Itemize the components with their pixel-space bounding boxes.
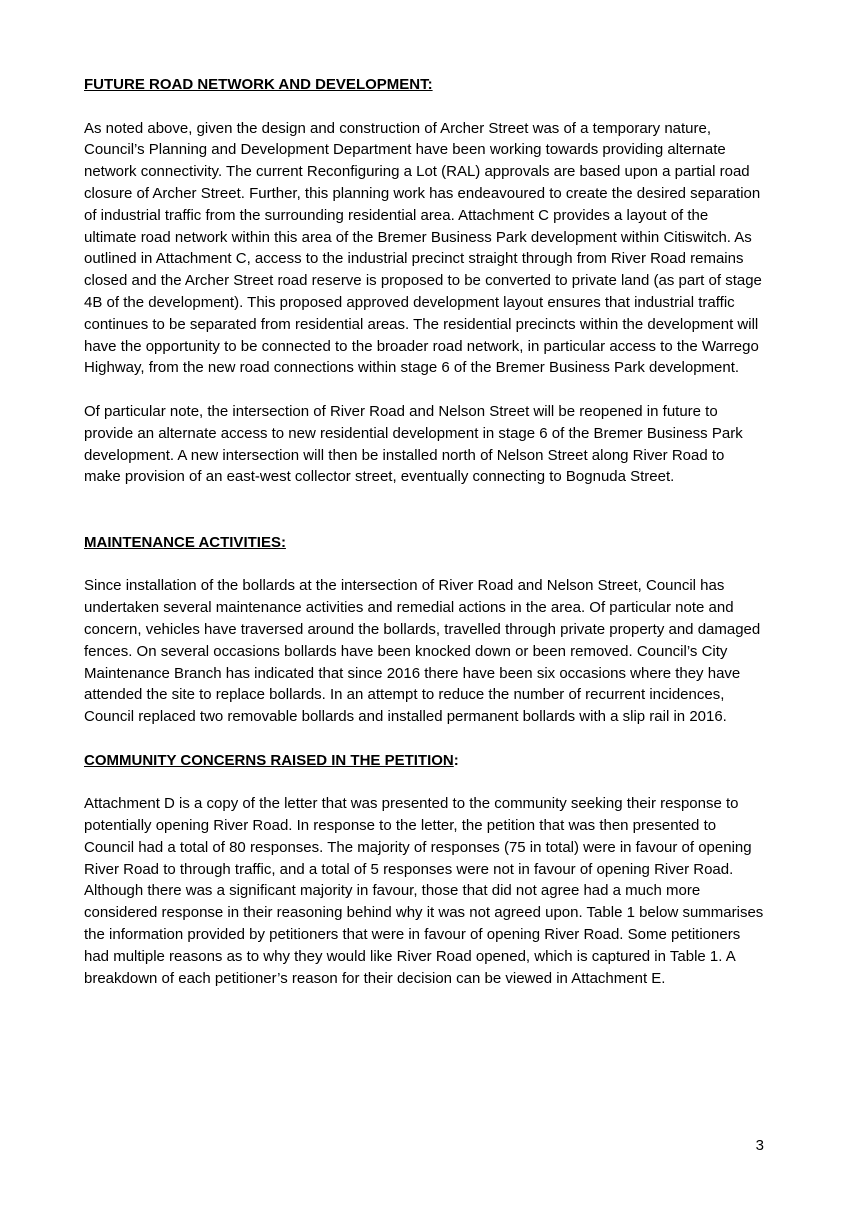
paragraph-future-road-network-2: Of particular note, the intersection of River Road and Nelson Street will be reopened in future to provide an alternate access to new residential development in stage 6 of the Bremer Business Park development. A new intersection will then be installed north of Nelson Street along River Road to make provision of an east-west collector street, eventually connecting to Bognuda Street. bbox=[84, 402, 743, 486]
paragraph-future-road-network-1: As noted above, given the design and construction of Archer Street was of a temporary nature, Council’s Planning and Development Department have been working towards providing alternate network connectivity. The current Reconfiguring a Lot (RAL) approvals are based upon a partial road closure of Archer Street. Further, this planning work has endeavoured to create the desired separation of industrial traffic from the surrounding residential area. Attachment C provides a layout of the ultimate road network within this area of the Bremer Business Park development within Citiswitch. As outlined in Attachment C, access to the industrial precinct straight through from River Road remains closed and the Archer Street road reserve is proposed to be converted to private land (as part of stage 4B of the development). This proposed approved development layout ensures that industrial traffic continues to be separated from residential areas. The residential precincts within the development will have the opportunity to be connected to the broader road network, in particular access to the Warrego Highway, from the new road connections within stage 6 of the Bremer Business Park development. bbox=[84, 119, 762, 377]
paragraph-maintenance-activities-1: Since installation of the bollards at the intersection of River Road and Nelson Street, Council has undertaken several maintenance activities and remedial actions in the area. Of particular note and concern, vehicles have traversed around the bollards, travelled through private property and damaged fences. On several occasions bollards have been knocked down or been removed. Council’s City Maintenance Branch has indicated that since 2016 there have been six occasions where they have attended the site to replace bollards. In an attempt to reduce the number of recurrent incidences, Council replaced two removable bollards and installed permanent bollards with a slip rail in 2016. bbox=[84, 577, 761, 726]
section-heading-future-road-network: FUTURE ROAD NETWORK AND DEVELOPMENT: bbox=[84, 76, 433, 93]
section-heading-community-concerns-colon: : bbox=[453, 751, 459, 769]
section-heading-community-concerns bbox=[84, 750, 764, 772]
page-content bbox=[84, 74, 764, 989]
page-number: 3 bbox=[755, 1137, 764, 1154]
section-heading-maintenance-activities: MAINTENANCE ACTIVITIES: bbox=[84, 533, 286, 551]
paragraph-community-concerns-1: Attachment D is a copy of the letter that was presented to the community seeking their response to potentially opening River Road. In response to the letter, the petition that was then presented to Council had a total of 80 responses. The majority of responses (75 in total) were in favour of opening River Road to through traffic, and a total of 5 responses were not in favour of opening River Road. Although there was a significant majority in favour, those that did not agree had a much more considered response in their reasoning behind why it was not agreed upon. Table 1 below summarises the information provided by petitioners that were in favour of opening River Road. Some petitioners had multiple reasons as to why they would like River Road opened, which is captured in Table 1. A breakdown of each petitioner’s reason for their decision can be viewed in Attachment E. bbox=[84, 795, 764, 987]
section-heading-community-concerns-text: COMMUNITY CONCERNS RAISED IN THE PETITION bbox=[84, 751, 454, 769]
